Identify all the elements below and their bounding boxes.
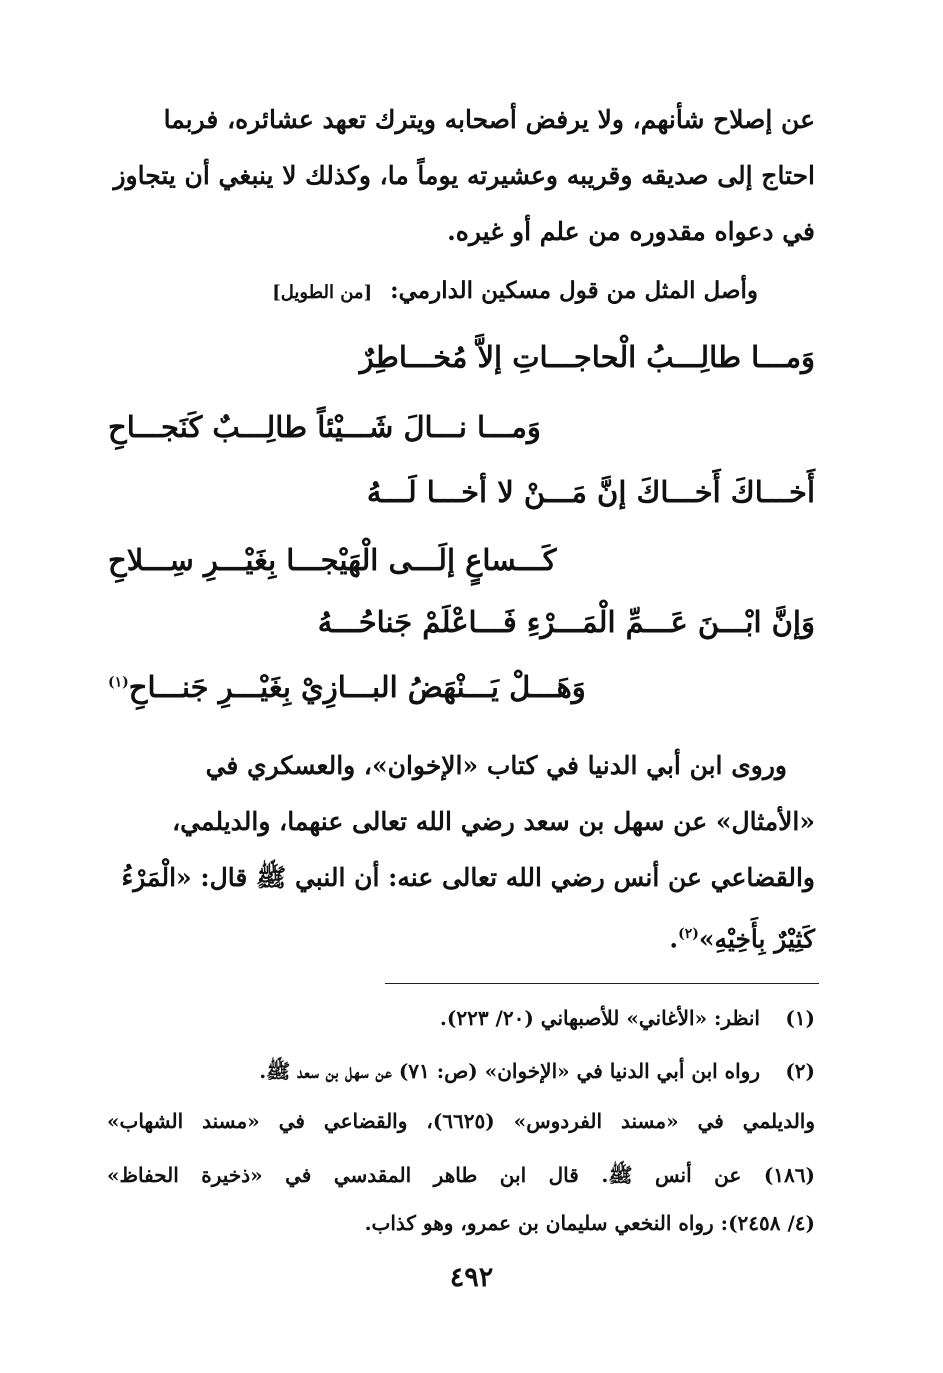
hadith-period: . (669, 924, 679, 954)
footnote-marker-1: (١) (108, 674, 129, 691)
verse-source-line (272, 277, 758, 304)
verse-1-first-hemistich: وَمـــا طالِـــبُ الْحاجـــاتِ إلاَّ مُخـــاطِرٌ (359, 340, 815, 374)
verse-2-first-hemistich: أَخـــاكَ أَخـــاكَ إنَّ مَـــنْ لا أخـــا لَـــهُ (366, 475, 815, 509)
footnote-2-number: (٢) (785, 1059, 815, 1083)
verse-2-second-hemistich: كَـــساعٍ إلَـــى الْهَيْجـــا بِغَيْـــرِ سِـــلاحِ (108, 543, 557, 577)
intro-line-1: عن إصلاح شأنهم، ولا يرفض أصحابه ويترك تعهد عشائره، فربما (163, 105, 815, 134)
hadith-paragraph (107, 738, 815, 967)
footnote-marker-2: (٢) (678, 926, 699, 942)
intro-line-3: في دعواه مقدوره من علم أو غيره. (447, 217, 815, 246)
footnote-2-line-3: (١٨٦) عن أنس ﷺ. قال ابن طاهر المقدسي في «ذخيرة الحفاظ» (107, 1163, 815, 1187)
verse-1-second-hemistich: وَمـــا نـــالَ شَـــيْئاً طالِـــبٌ كَنَجـــاحِ (108, 410, 541, 444)
footnote-2-line-2: والديلمي في «مسند الفردوس» (٦٦٢٥)، والقضاعي في «مسند الشهاب» (107, 1109, 816, 1133)
verse-3-second-hemistich (108, 670, 586, 704)
footnote-divider (385, 983, 819, 984)
footnote-1-text: انظر: «الأغاني» للأصبهاني (٢٠/ ٢٢٣). (439, 1006, 760, 1030)
page-number: ٤٩٢ (449, 1262, 494, 1293)
hadith-line-4 (107, 906, 815, 967)
hadith-line-1: وروى ابن أبي الدنيا في كتاب «الإخوان»، والعسكري في (205, 751, 787, 780)
footnote-1-number: (١) (785, 1006, 815, 1030)
hadith-quote-end: كَثِيْرٌ بِأَخِيْهِ» (698, 924, 815, 954)
poetic-meter-label: [من الطويل] (272, 282, 373, 303)
footnote-2-text: رواه ابن أبي الدنيا في «الإخوان» (ص: ٧١) عن سهل بن سعد ﷺ. (259, 1059, 760, 1083)
hadith-line-2: «الأمثال» عن سهل بن سعد رضي الله تعالى عنهما، والديلمي، (172, 807, 815, 836)
verse-source-text: وأصل المثل من قول مسكين الدارمي: (390, 277, 758, 304)
hadith-line-3: والقضاعي عن أنس رضي الله تعالى عنه: أن النبي ﷺ قال: «الْمَرْءُ (121, 863, 815, 892)
intro-paragraph (107, 92, 815, 260)
footnote-2-line-4: (٤/ ٢٤٥٨): رواه النخعي سليمان بن عمرو، وهو كذاب. (364, 1211, 815, 1235)
verse-3-first-hemistich: وَإنَّ ابْـــنَ عَـــمِّ الْمَـــرْءِ فَـــاعْلَمْ جَناحُـــهُ (317, 605, 815, 639)
intro-line-2: احتاج إلى صديقه وقريبه وعشيرته يوماً ما، وكذلك لا ينبغي أن يتجاوز (113, 161, 815, 190)
verse-3-second-text: وَهَـــلْ يَـــنْهَضُ البـــازِيْ بِغَيْـــرِ جَنـــاحِ (128, 670, 586, 704)
